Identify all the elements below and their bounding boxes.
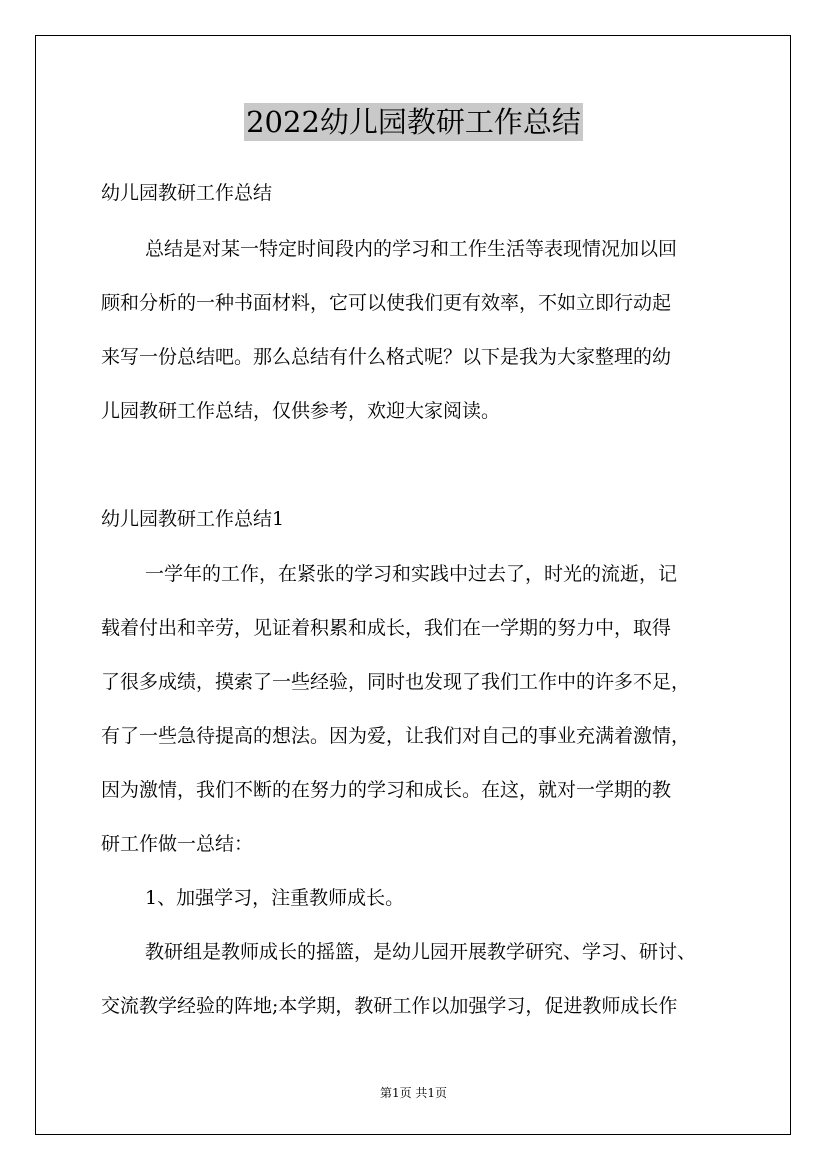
section-line-3: 了很多成绩，摸索了一些经验，同时也发现了我们工作中的许多不足， <box>101 671 691 693</box>
item-heading: 1、加强学习，注重教师成长。 <box>145 887 405 909</box>
document-title: 2022幼儿园教研工作总结 <box>246 105 581 139</box>
section-line-5: 因为激情，我们不断的在努力的学习和成长。在这，就对一学期的教 <box>101 779 672 801</box>
item-line-2: 交流教学经验的阵地;本学期，教研工作以加强学习，促进教师成长作 <box>101 995 678 1017</box>
intro-line-3: 来写一份总结吧。那么总结有什么格式呢？以下是我为大家整理的幼 <box>101 346 672 368</box>
intro-line-2: 顾和分析的一种书面材料，它可以使我们更有效率，不如立即行动起 <box>101 292 672 314</box>
intro-line-1: 总结是对某一特定时间段内的学习和工作生活等表现情况加以回 <box>145 238 678 260</box>
page-footer: 第1页 共1页 <box>379 1086 448 1100</box>
section-line-1: 一学年的工作，在紧张的学习和实践中过去了，时光的流逝，记 <box>145 563 678 585</box>
document-subtitle: 幼儿园教研工作总结 <box>101 182 273 204</box>
section-line-4: 有了一些急待提高的想法。因为爱，让我们对自己的事业充满着激情， <box>101 725 691 747</box>
section-line-2: 载着付出和辛劳，见证着积累和成长，我们在一学期的努力中，取得 <box>101 617 672 639</box>
section-line-6: 研工作做一总结： <box>101 833 254 855</box>
section-heading: 幼儿园教研工作总结1 <box>101 508 285 530</box>
intro-line-4: 儿园教研工作总结，仅供参考，欢迎大家阅读。 <box>101 400 501 422</box>
title-container <box>0 103 827 141</box>
item-line-1: 教研组是教师成长的摇篮，是幼儿园开展教学研究、学习、研讨、 <box>145 941 697 963</box>
